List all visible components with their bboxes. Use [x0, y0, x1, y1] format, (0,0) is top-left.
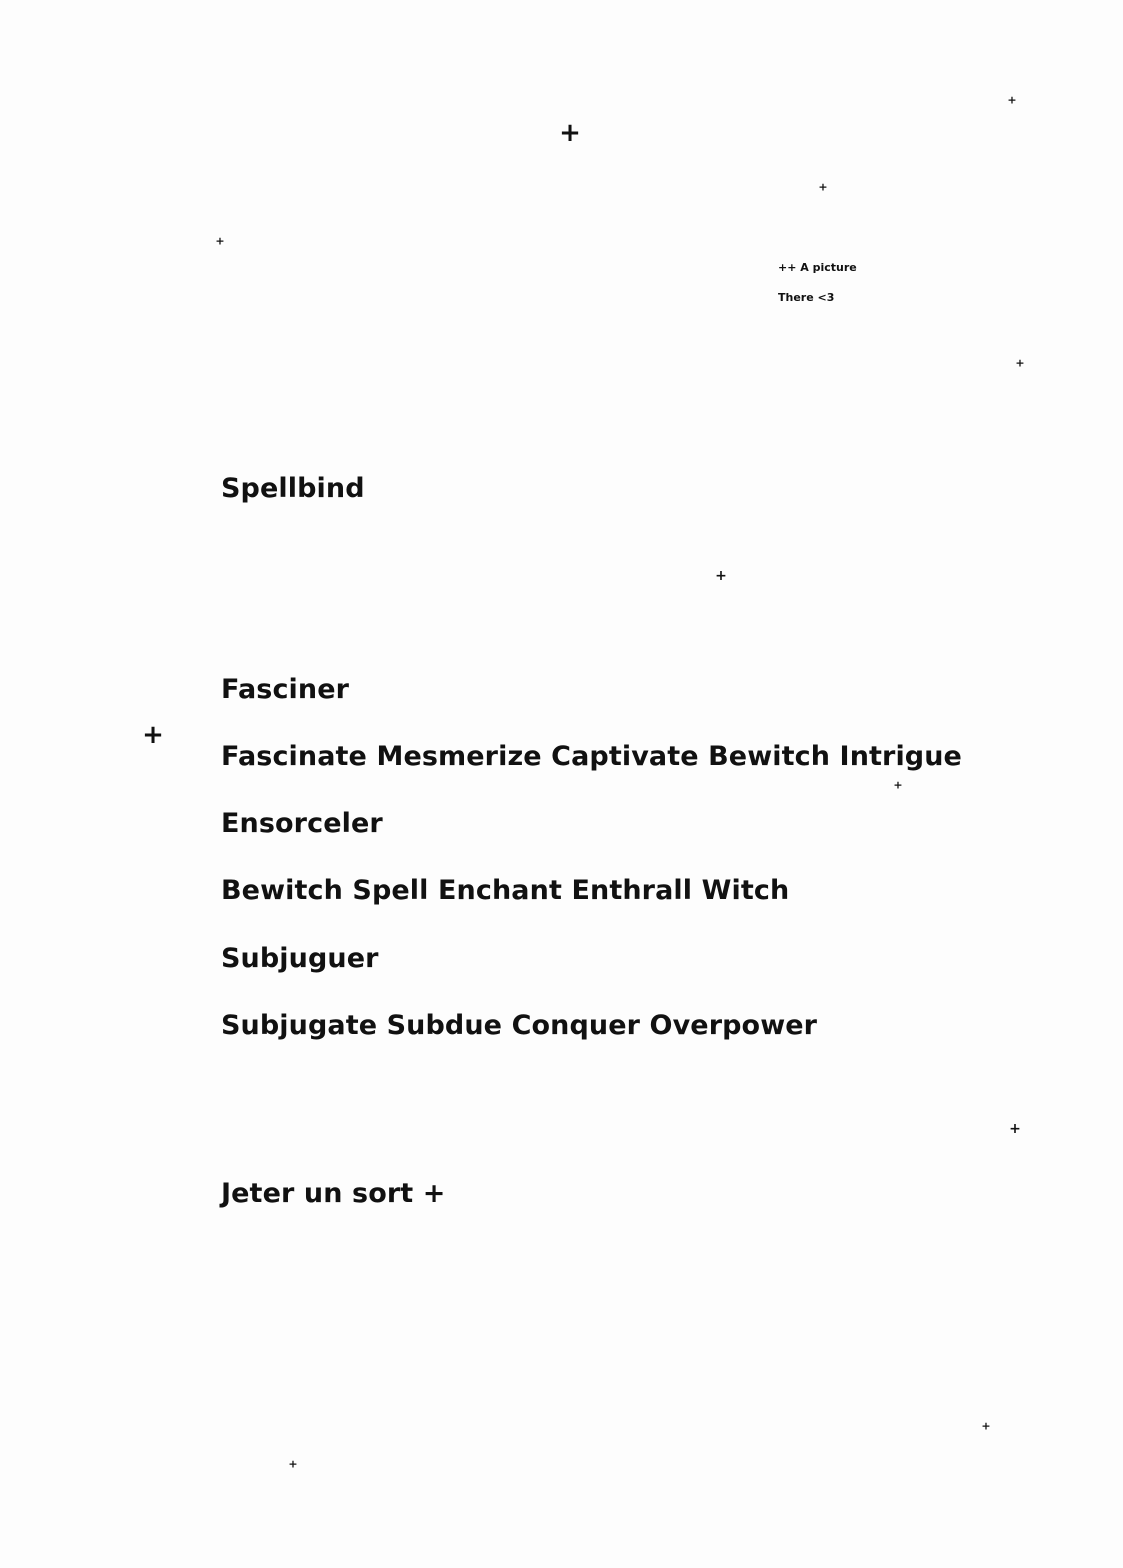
sparkle-icon: + [215, 234, 225, 248]
sparkle-icon: + [559, 118, 581, 148]
entry-term: Fasciner [221, 674, 350, 705]
sparkle-icon: + [1015, 356, 1025, 370]
sparkle-icon: + [893, 778, 903, 792]
entry-synonyms: Bewitch Spell Enchant Enthrall Witch [221, 875, 790, 906]
entry-term: Subjuguer [221, 943, 379, 974]
sparkle-icon: + [818, 180, 828, 194]
sparkle-icon: + [1007, 93, 1017, 107]
sparkle-icon: + [715, 568, 727, 584]
note-line-2: There <3 [778, 291, 835, 304]
footer-phrase: Jeter un sort + [221, 1178, 446, 1209]
sparkle-icon: + [981, 1419, 991, 1433]
sparkle-icon: + [1009, 1121, 1021, 1137]
sparkle-icon: + [288, 1457, 298, 1471]
entry-term: Ensorceler [221, 808, 383, 839]
sparkle-icon: + [142, 720, 164, 750]
heading: Spellbind [221, 473, 365, 504]
entry-synonyms: Fascinate Mesmerize Captivate Bewitch Intrigue [221, 741, 962, 772]
entry-synonyms: Subjugate Subdue Conquer Overpower [221, 1010, 818, 1041]
note-line-1: ++ A picture [778, 261, 857, 274]
